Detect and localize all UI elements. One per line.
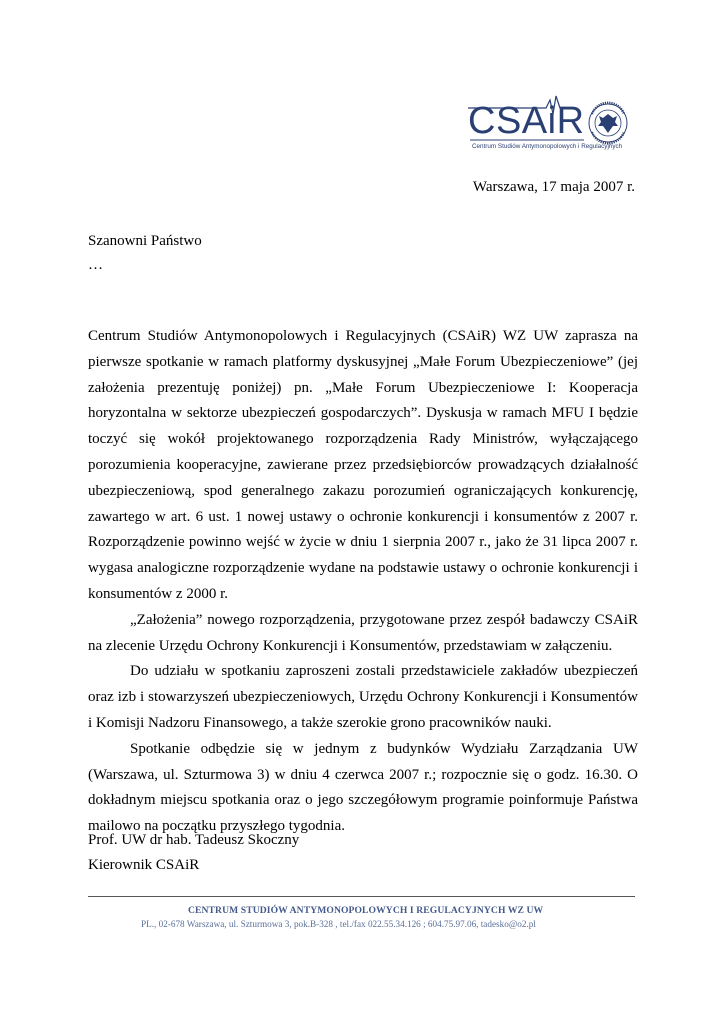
signatory-name: Prof. UW dr hab. Tadeusz Skoczny (88, 832, 300, 848)
footer-contact: PL., 02-678 Warszawa, ul. Szturmowa 3, pok.B-328 , tel./fax 022.55.34.126 ; 604.75.97.06, tadesko@o2.pl (141, 919, 536, 929)
greeting-ellipsis: … (88, 257, 103, 273)
paragraph-attachment: „Założenia” nowego rozporządzenia, przygotowane przez zespół badawczy CSAiR na zlecenie Urzędu Ochrony Konkurencji i Konsumentów, przedstawiam w załączeniu. (88, 611, 638, 654)
university-seal-icon (589, 103, 627, 144)
letter-body (88, 324, 638, 840)
greeting: Szanowni Państwo (88, 233, 202, 249)
salutation (88, 229, 202, 277)
logo-subtitle: Centrum Studiów Antymonopolowych i Regulacyjnych (472, 143, 623, 150)
logo-wordmark: CSAiR (468, 100, 585, 142)
letter-date: Warszawa, 17 maja 2007 r. (472, 179, 635, 195)
paragraph-invitation: Centrum Studiów Antymonopolowych i Regulacyjnych (CSAiR) WZ UW zaprasza na pierwsze spotkanie w ramach platformy dyskusyjnej „Małe Forum Ubezpieczeniowe” (jej założenia prezentuję poniżej) pn. „Małe Forum Ubezpieczeniowe I: Kooperacja horyzontalna w sektorze ubezpieczeń gospodarczych”. Dyskusja w ramach MFU I będzie toczyć się wokół projektowanego rozporządzenia Rady Ministrów, wyłączającego porozumienia kooperacyjne, zawierane przez przedsiębiorców prowadzących działalność ubezpieczeniową, spod generalnego zakazu porozumień ograniczających konkurencję, zawartego w art. 6 ust. 1 nowej ustawy o ochronie konkurencji i konsumentów z 2007 r. Rozporządzenie powinno wejść w życie w dniu 1 sierpnia 2007 r., jako że 31 lipca 2007 r. wygasa analogiczne rozporządzenie wydane na podstawie ustawy o ochronie konkurencji i konsumentów z 2000 r. (88, 328, 638, 602)
csair-logo (468, 90, 628, 156)
paragraph-invitees: Do udziału w spotkaniu zaproszeni zostali przedstawiciele zakładów ubezpieczeń oraz izb i stowarzyszeń ubezpieczeniowych, Urzędu Ochrony Konkurencji i Konsumentów i Komisji Nadzoru Finansowego, a także szerokie grono pracowników nauki. (88, 663, 638, 731)
footer-divider (88, 896, 635, 897)
signature-block (88, 828, 299, 878)
paragraph-meeting-details: Spotkanie odbędzie się w jednym z budynków Wydziału Zarządzania UW (Warszawa, ul. Szturmowa 3) w dniu 4 czerwca 2007 r.; rozpocznie się o godz. 16.30. O dokładnym miejscu spotkania oraz o jego szczegółowym programie poinformuje Państwa mailowo na początku przyszłego tygodnia. (88, 740, 638, 835)
signatory-title: Kierownik CSAiR (88, 857, 200, 873)
footer-organization: CENTRUM STUDIÓW ANTYMONOPOLOWYCH I REGULACYJNYCH WZ UW (188, 905, 544, 916)
